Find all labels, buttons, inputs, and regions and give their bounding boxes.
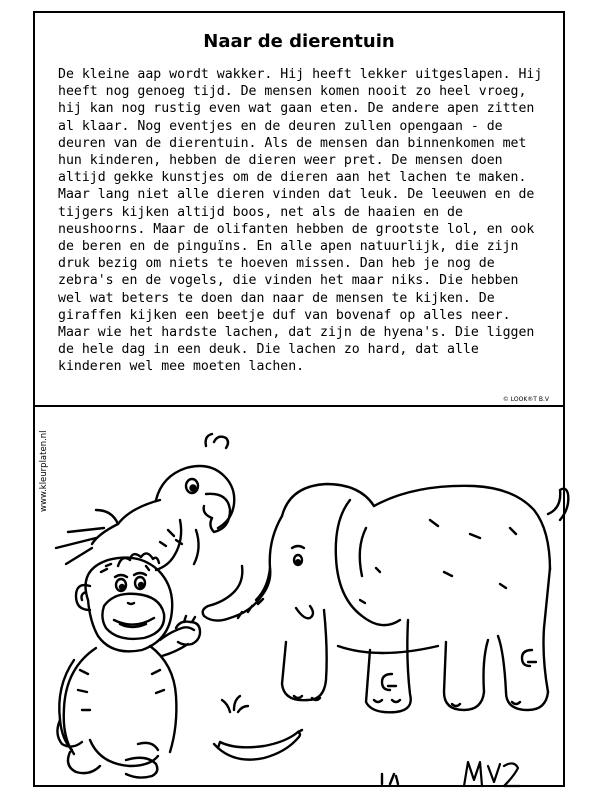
parrot-drawing [56,434,234,570]
banana-drawing [214,730,302,760]
monkey-drawing [57,553,200,777]
elephant-drawing [203,484,569,712]
copyright-notice: © LOOK®T B.V [502,396,549,403]
story-text: De kleine aap wordt wakker. Hij heeft lekker uitgeslapen. Hij heeft nog genoeg tijd. De mensen komen nooit zo heel vroeg, hij kan nog rustig even wat gaan eten. De andere apen zitten al klaar. Nog eventjes en de deuren zullen opengaan - de deuren van de dierentuin. Als de mensen dan binnenkomen met hun kinderen, hebben de dieren weer pret. De mensen doen altijd gekke kunstjes om de dieren aan het lachen te maken. Maar lang niet alle dieren vinden dat leuk. De leeuwen en de tijgers kijken altijd boos, net als de haaien en de neushoorns. Maar de olifanten hebben de grootste lol, en ook de beren en de pinguïns. En alle apen natuurlijk, die zijn druk bezig om niets te hoeven missen. Dan heb je nog de zebra's en de vogels, die vinden het maar niks. Die hebben wel wat beters te doen dan naar de mensen te kijken. De giraffen kijken een beetje duf van bovenaf op alles neer. Maar wie het hardste lachen, dat zijn de hyena's. Die liggen de hele dag in een deuk. Die lachen zo hard, dat alle kinderen wel mee moeten lachen. [58,67,543,375]
artist-signature [464,762,520,786]
page-title: Naar de dierentuin [203,31,395,52]
website-credit: www.kleurplaten.nl [39,430,49,512]
